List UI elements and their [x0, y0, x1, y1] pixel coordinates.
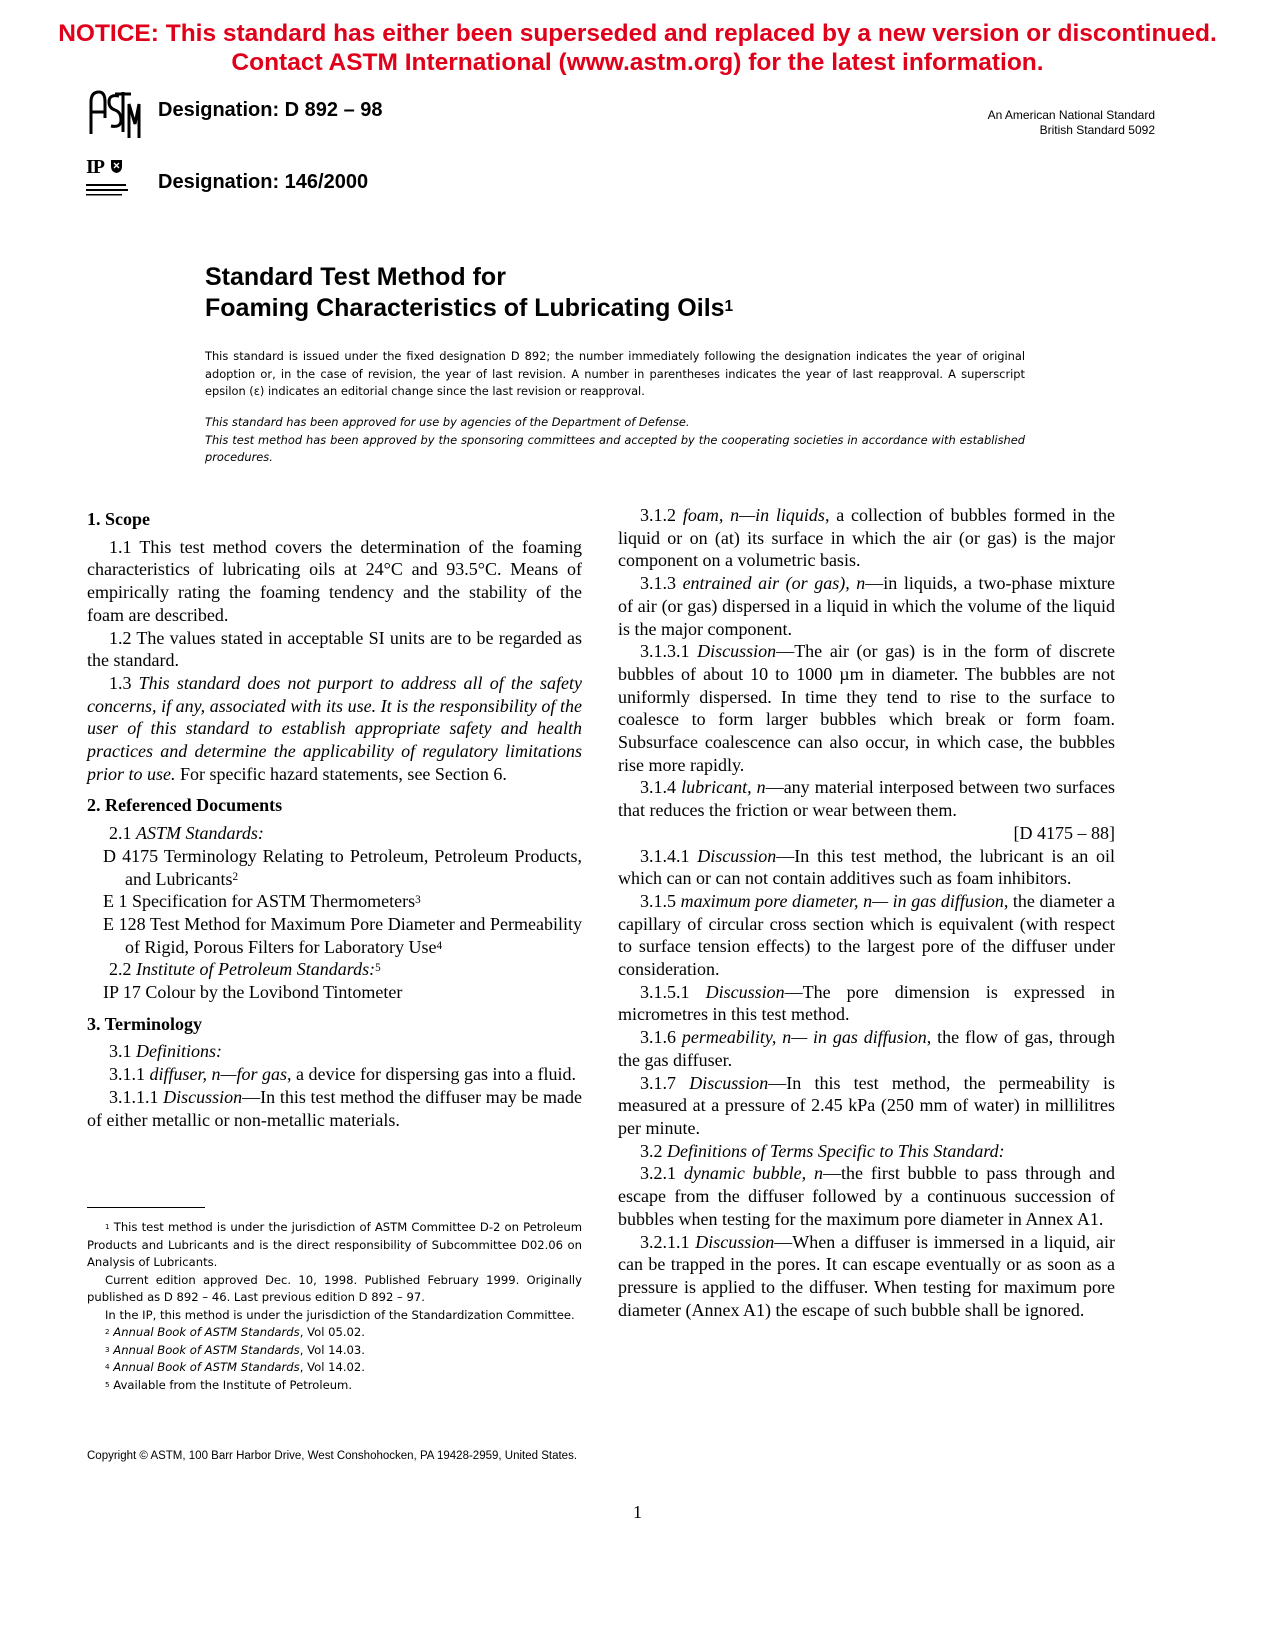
para-2-1: 2.1 ASTM Standards: [109, 823, 264, 844]
para-1-1: 1.1 This test method covers the determination of the foaming characteristics of lubricating oils at 24°C and 93.5°C. Means of empirically rating the foaming tendency and the stability of the foam are described. [87, 536, 582, 625]
preamble-approvals: This standard has been approved for use by agencies of the Department of Defense. This test method has been approved by the sponsoring committees and accepted by the cooperating societies in accordance with established procedures. [205, 415, 1025, 464]
section-2-heading: 2. Referenced Documents [87, 795, 283, 816]
ref-d4175: D 4175 Terminology Relating to Petroleum, Petroleum Products, and Lubricants$^2$ [103, 845, 582, 889]
para-3-1-6: 3.1.6 permeability, n— in gas diffusion, the flow of gas, through the gas diffuser. [618, 1027, 1116, 1070]
para-3-2: 3.2 Definitions of Terms Specific to This Standard: [640, 1140, 1005, 1161]
ans-line-1: An American National Standard [987, 108, 1155, 122]
designation-astm: Designation: D 892 – 98 [158, 99, 383, 121]
para-3-1-1-1: 3.1.1.1 Discussion—In this test method the diffuser may be made of either metallic or non-metallic materials. [87, 1086, 582, 1130]
para-2-2: 2.2 Institute of Petroleum Standards:$^5$ [109, 959, 381, 980]
para-3-1-4-1: 3.1.4.1 Discussion—In this test method, the lubricant is an oil which can or can not contain additives such as foam inhibitors. [618, 845, 1115, 889]
footnote-4: $^4$ Annual Book of ASTM Standards, Vol 14.02. [105, 1360, 365, 1374]
shield-icon [110, 159, 123, 174]
para-3-1-5-1: 3.1.5.1 Discussion—The pore dimension is expressed in micrometres in this test method. [618, 981, 1115, 1025]
preamble-paragraph: This standard is issued under the fixed designation D 892; the number immediately following the designation indicates the year of original adoption or, in the case of revision, the year of last revision. A number in parentheses indicates the year of last reapproval. A superscript epsilon (ε) indicates an editorial change since the last revision or reapproval. [205, 349, 1025, 398]
ans-line-2: British Standard 5092 [1039, 123, 1155, 137]
para-3-1-5: 3.1.5 maximum pore diameter, n— in gas diffusion, the diameter a capillary of circular cross section which is equivalent (with respect to surface tension effects) to the largest pore of the diffuser under consideration. [618, 890, 1116, 980]
footnote-1c: In the IP, this method is under the jurisdiction of the Standardization Committee. [105, 1307, 575, 1322]
title-line-1: Standard Test Method for [205, 263, 506, 291]
ref-d4175-88: [D 4175 – 88] [1013, 822, 1115, 843]
left-column [87, 504, 582, 1131]
notice-line-1: NOTICE: This standard has either been superseded and replaced by a new version or discontinued. [58, 20, 1217, 47]
footnote-1b: Current edition approved Dec. 10, 1998. Published February 1999. Originally published as D 892 – 46. Last previous edition D 892 – 97. [87, 1272, 582, 1304]
para-3-1-3: 3.1.3 entrained air (or gas), n—in liquids, a two-phase mixture of air (or gas) dispersed in a liquid in which the volume of the liquid is the major component. [618, 573, 1115, 639]
footnote-1: $^1$ This test method is under the jurisdiction of ASTM Committee D-2 on Petroleum Products and Lubricants and is the direct responsibility of Subcommittee D02.06 on Analysis of Lubricants. [87, 1220, 582, 1269]
para-3-2-1-1: 3.2.1.1 Discussion—When a diffuser is immersed in a liquid, air can be trapped in the pores. It can escape eventually or as soon as a pressure is applied to the diffuser. When testing for maximum pore diameter (Annex A1) the escape of such bubble shall be ignored. [618, 1231, 1115, 1320]
para-1-2: 1.2 The values stated in acceptable SI units are to be regarded as the standard. [87, 627, 582, 671]
para-1-3: 1.3 This standard does not purport to address all of the safety concerns, if any, associated with its use. It is the responsibility of the user of this standard to establish appropriate safety and health practices and determine the applicability of regulatory limitations prior to use. For specific hazard statements, see Section 6. [87, 672, 583, 784]
para-3-1-3-1: 3.1.3.1 Discussion—The air (or gas) is in the form of discrete bubbles of about 10 to 1000 µm in diameter. The bubbles are not uniformly dispersed. In time they tend to rise to the surface to coalesce to form larger bubbles which break or form foam. Subsurface coalescence can also occur, in which case, the bubbles rise more rapidly. [618, 641, 1116, 775]
para-3-2-1: 3.2.1 dynamic bubble, n—the first bubble to pass through and escape from the diffuser followed by a continuous succession of bubbles when testing for the maximum pore diameter in Annex A1. [618, 1163, 1116, 1229]
para-3-1-7: 3.1.7 Discussion—In this test method, the permeability is measured at a pressure of 2.45 kPa (250 mm of water) in millilitres per minute. [618, 1072, 1115, 1138]
ref-e128: E 128 Test Method for Maximum Pore Diameter and Permeability of Rigid, Porous Filters for Laboratory Use$^4$ [103, 913, 582, 957]
para-3-1-4: 3.1.4 lubricant, n—any material interposed between two surfaces that reduces the friction or wear between them. [618, 777, 1116, 821]
ref-e1: E 1 Specification for ASTM Thermometers$^3$ [103, 891, 421, 912]
section-1-heading: 1. Scope [87, 509, 150, 529]
notice-line-2: Contact ASTM International (www.astm.org) for the latest information. [231, 49, 1044, 76]
footnote-3: $^3$ Annual Book of ASTM Standards, Vol 14.03. [105, 1342, 365, 1357]
title-line-2: Foaming Characteristics of Lubricating Oils$^1$ [205, 294, 734, 322]
page-number: 1 [633, 1502, 642, 1522]
footnote-separator [87, 1207, 205, 1208]
footnote-2: $^2$ Annual Book of ASTM Standards, Vol 05.02. [105, 1325, 365, 1339]
ref-ip17: IP 17 Colour by the Lovibond Tintometer [103, 982, 403, 1003]
designation-ip: Designation: 146/2000 [158, 171, 369, 193]
para-3-1-1: 3.1.1 diffuser, n—for gas, a device for dispersing gas into a fluid. [109, 1064, 576, 1085]
copyright: Copyright © ASTM, 100 Barr Harbor Drive, West Conshohocken, PA 19428-2959, United States. [87, 1450, 578, 1462]
right-column [618, 504, 1115, 1321]
para-3-1-2: 3.1.2 foam, n—in liquids, a collection of bubbles formed in the liquid or on (at) its surface in which the air (or gas) is the major component on a volumetric basis. [618, 505, 1116, 571]
ip-logo: IP [86, 156, 136, 200]
footnotes [87, 1219, 582, 1394]
footnote-5: $^5$ Available from the Institute of Petroleum. [105, 1377, 353, 1392]
astm-logo [85, 88, 141, 144]
section-3-heading: 3. Terminology [87, 1013, 203, 1034]
para-3-1: 3.1 Definitions: [109, 1041, 222, 1062]
